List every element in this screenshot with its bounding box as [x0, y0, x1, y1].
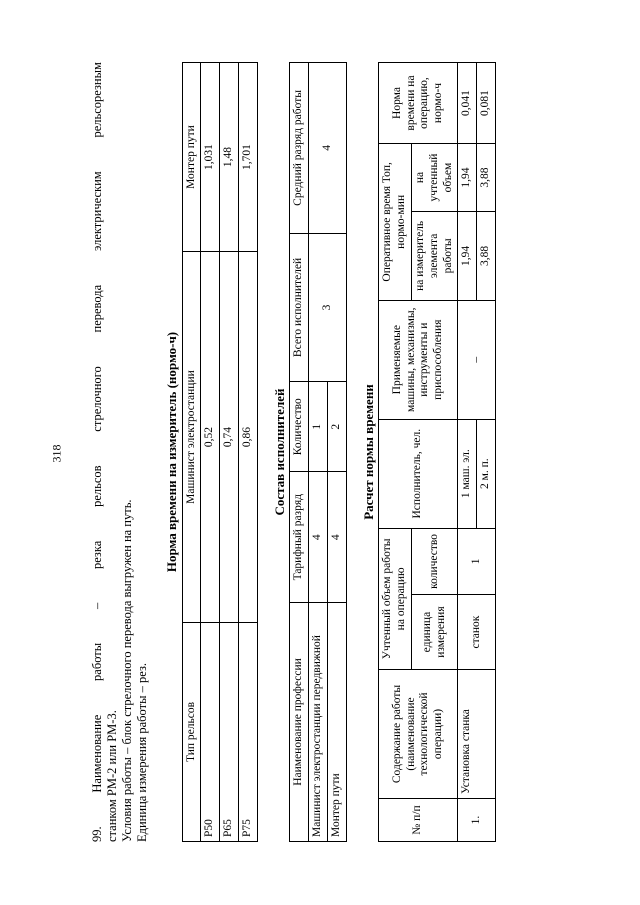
table-row [309, 63, 328, 842]
title-word: – [90, 602, 104, 610]
table-row [238, 63, 257, 842]
unit-of-measure: Единица измерения работы – рез. [135, 662, 149, 842]
executor: 2 м. п. [477, 419, 496, 528]
table-header-row [379, 63, 412, 842]
header-volume: Учтенный объем работы на операцию [379, 528, 412, 669]
task-description [90, 62, 150, 842]
title-word: электрическим [90, 171, 104, 252]
task-title-continuation: станком РМ-2 или РМ-3. [105, 710, 119, 842]
table-row [220, 63, 239, 842]
table-row [201, 63, 220, 842]
title-word: рельсорезным [90, 62, 104, 138]
title-word: работы [90, 642, 104, 681]
header-profession: Наименование профессии [290, 603, 309, 842]
rotated-page-content [90, 62, 496, 842]
executor: 1 маш. эл. [458, 419, 477, 528]
header-qty: количество [411, 528, 457, 594]
time-per-meter: 3,88 [477, 212, 496, 301]
unit: станок [458, 595, 496, 670]
header-grade: Тарифный разряд [290, 472, 309, 603]
grade: 4 [309, 472, 328, 603]
quantity: 1 [458, 528, 496, 594]
title-word: резка [90, 540, 104, 570]
driver-norm: 0,74 [220, 252, 239, 623]
header-driver: Машинист электростанции [182, 252, 201, 623]
rail-type: Р65 [220, 623, 239, 842]
driver-norm: 0,52 [201, 252, 220, 623]
calc-table-title: Расчет нормы времени [360, 384, 376, 520]
table-header-row [290, 63, 309, 842]
header-count: Количество [290, 382, 309, 472]
header-total: Всего исполнителей [290, 233, 309, 381]
header-per-volume: на учтенный объем [411, 144, 457, 212]
header-op-time: Оперативное время Топ, нормо-мин [379, 144, 412, 301]
monter-norm: 1,031 [201, 63, 220, 252]
rail-type: Р75 [238, 623, 257, 842]
task-title-line [90, 62, 105, 842]
header-num: № п/п [379, 799, 458, 842]
item-number: 99. [90, 826, 104, 842]
grade: 4 [327, 472, 346, 603]
time-per-volume: 1,94 [458, 144, 477, 212]
title-word: стрелочного [90, 366, 104, 432]
calc-table [378, 62, 496, 842]
profession: Монтер пути [327, 603, 346, 842]
title-word: Наименование [90, 714, 104, 793]
row-number: 1. [458, 799, 496, 842]
page-number: 318 [49, 444, 64, 463]
header-unit: единица измерения [411, 595, 457, 670]
norm-hours: 0,081 [477, 63, 496, 144]
count: 1 [309, 382, 328, 472]
operation-content: Установка станка [458, 670, 496, 799]
title-word: рельсов [90, 465, 104, 507]
header-content: Содержание работы (наименование технологической операции) [379, 670, 458, 799]
count: 2 [327, 382, 346, 472]
profession: Машинист электростанции передвижной [309, 603, 328, 842]
header-norm: Норма времени на операцию, нормо-ч [379, 63, 458, 144]
norm-table-title: Норма времени на измеритель (нормо-ч) [164, 331, 179, 573]
average-grade: 4 [309, 63, 347, 234]
norm-hours: 0,041 [458, 63, 477, 144]
crew-table-title: Состав исполнителей [271, 388, 287, 516]
header-per-meter: на измеритель элемента работы [411, 212, 457, 301]
monter-norm: 1,701 [238, 63, 257, 252]
header-executor: Исполнитель, чел. [379, 419, 458, 528]
header-machines: Применяемые машины, механизмы, инструменты и приспособления [379, 300, 458, 419]
norm-table [182, 62, 258, 842]
crew-table [289, 62, 346, 842]
driver-norm: 0,86 [238, 252, 257, 623]
header-avg-grade: Средний разряд работы [290, 63, 309, 234]
table-header-row [182, 63, 201, 842]
header-monter: Монтер пути [182, 63, 201, 252]
time-per-volume: 3,88 [477, 144, 496, 212]
title-word: перевода [90, 284, 104, 333]
work-conditions: Условия работы – блок стрелочного перевода выгружен на путь. [120, 499, 134, 842]
rail-type: Р50 [201, 623, 220, 842]
time-per-meter: 1,94 [458, 212, 477, 301]
machines: – [458, 300, 496, 419]
header-rail-type: Тип рельсов [182, 623, 201, 842]
monter-norm: 1,48 [220, 63, 239, 252]
total-workers: 3 [309, 233, 347, 381]
table-row [458, 63, 477, 842]
